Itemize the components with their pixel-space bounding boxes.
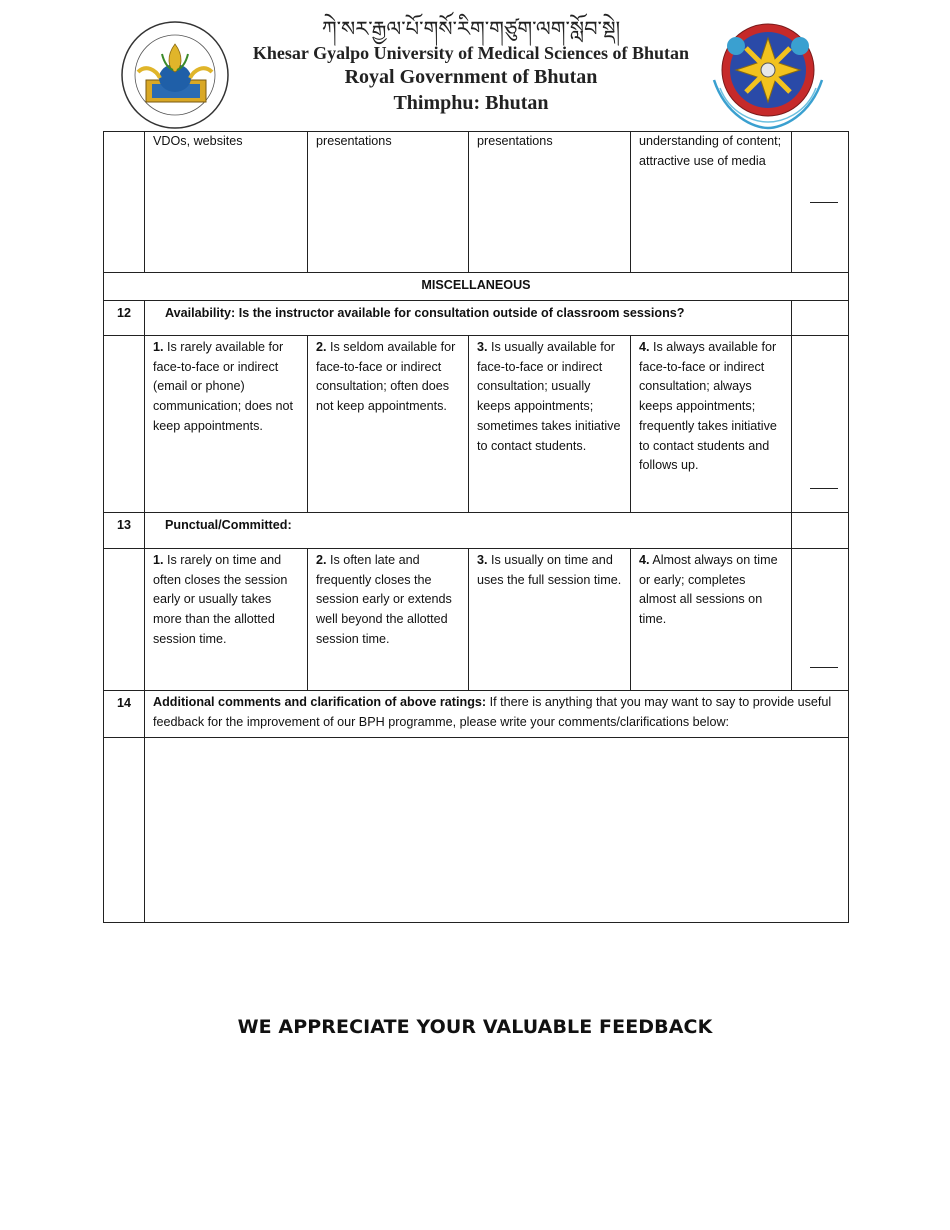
government-name: Royal Government of Bhutan <box>344 66 598 88</box>
comments-field[interactable] <box>145 738 849 923</box>
score-blank[interactable] <box>810 202 838 203</box>
section-row <box>104 273 849 301</box>
letterhead-text <box>240 16 702 116</box>
rating-option-4[interactable]: 4. Almost always on time or early; completes almost all sessions on time. <box>631 549 792 691</box>
location: Thimphu: Bhutan <box>393 92 549 114</box>
score-cell[interactable] <box>792 549 849 691</box>
rating-option-2[interactable]: 2. Is often late and frequently closes the session early or extends well beyond the allotted session time. <box>308 549 469 691</box>
closing-message: WE APPRECIATE YOUR VALUABLE FEEDBACK <box>237 1016 713 1038</box>
rating-option-cell: VDOs, websites <box>145 132 308 273</box>
question-text: Punctual/Committed: <box>145 513 792 549</box>
rating-option-1[interactable]: 1. Is rarely available for face-to-face or indirect (email or phone) communication; does not keep appointments. <box>145 336 308 513</box>
question-text: Additional comments and clarification of above ratings: If there is anything that you may want to say to provide useful feedback for the improvement of our BPH programme, please write your comments/clarifications below: <box>145 691 849 738</box>
rating-option-cell: understanding of content; attractive use of media <box>631 132 792 273</box>
rating-option-2[interactable]: 2. Is seldom available for face-to-face or indirect consultation; often does not keep appointments. <box>308 336 469 513</box>
question-row <box>104 513 849 549</box>
options-row <box>104 336 849 513</box>
evaluation-table <box>103 131 849 923</box>
score-blank[interactable] <box>810 667 838 668</box>
options-row <box>104 549 849 691</box>
rating-option-cell: presentations <box>469 132 631 273</box>
section-heading: MISCELLANEOUS <box>104 273 849 301</box>
question-row <box>104 301 849 336</box>
rating-option-3[interactable]: 3. Is usually on time and uses the full session time. <box>469 549 631 691</box>
row-number-cell <box>104 336 145 513</box>
question-number: 14 <box>104 691 145 738</box>
row-number-cell <box>104 132 145 273</box>
university-name: Khesar Gyalpo University of Medical Sciences of Bhutan <box>252 43 690 63</box>
letterhead <box>0 0 950 132</box>
rating-option-4[interactable]: 4. Is always available for face-to-face or indirect consultation; always keeps appointments; frequently takes initiative to contact students and follows up. <box>631 336 792 513</box>
comments-row <box>104 738 849 923</box>
royal-emblem-logo <box>706 16 830 134</box>
score-cell[interactable] <box>792 336 849 513</box>
tibetan-title: ཀེ་སར་རྒྱལ་པོ་གསོ་རིག་གཙུག་ལག་སློབ་སྡེ། <box>321 17 621 41</box>
rating-option-3[interactable]: 3. Is usually available for face-to-face or indirect consultation; usually keeps appointments; sometimes takes initiative to contact students. <box>469 336 631 513</box>
score-blank[interactable] <box>810 488 838 489</box>
rating-option-cell: presentations <box>308 132 469 273</box>
question-number: 12 <box>104 301 145 336</box>
question-text: Availability: Is the instructor available for consultation outside of classroom sessions? <box>145 301 792 336</box>
question-row <box>104 691 849 738</box>
score-cell[interactable] <box>792 132 849 273</box>
row-number-cell <box>104 738 145 923</box>
university-seal-logo <box>116 20 234 130</box>
table-row <box>104 132 849 273</box>
score-cell-empty <box>792 301 849 336</box>
question-number: 13 <box>104 513 145 549</box>
row-number-cell <box>104 549 145 691</box>
rating-option-1[interactable]: 1. Is rarely on time and often closes the session early or usually takes more than the allotted session time. <box>145 549 308 691</box>
score-cell-empty <box>792 513 849 549</box>
